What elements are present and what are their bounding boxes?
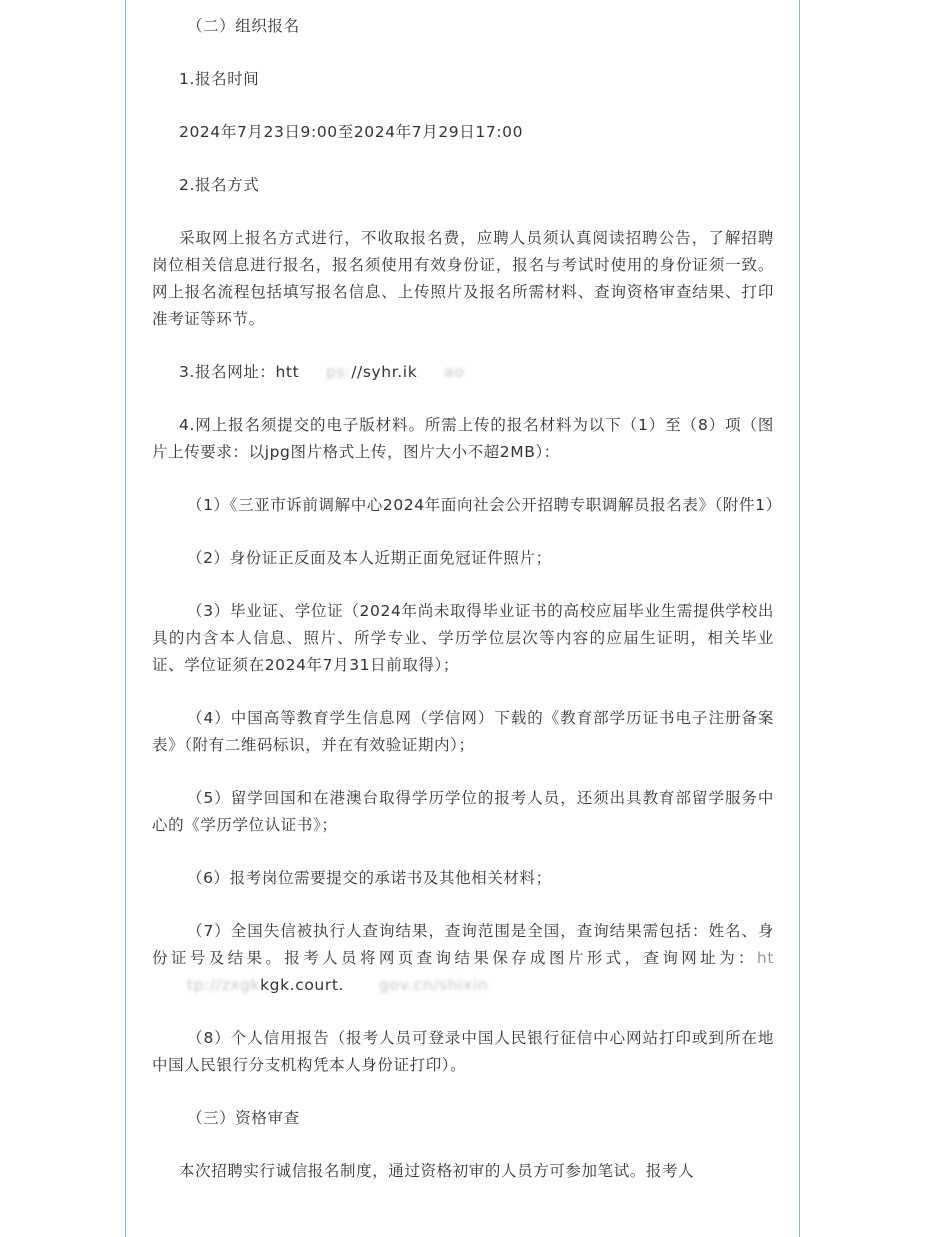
list-item	[152, 918, 774, 999]
list-item: （3）毕业证、学位证（2024年尚未取得毕业证书的高校应届毕业生需提供学校出具的内含本人信息、照片、所学专业、学历学位层次等内容的应届生证明，相关毕业证、学位证须在2024年7月31日前取得）；	[152, 602, 774, 674]
article-body	[152, 13, 782, 1211]
paragraph: 本次招聘实行诚信报名制度，通过资格初审的人员方可参加笔试。报考人	[179, 1162, 695, 1180]
list-item: （5）留学回国和在港澳台取得学历学位的报考人员，还须出具教育部留学服务中心的《学历学位认证书》；	[152, 789, 774, 834]
redacted-text: ao	[444, 363, 465, 381]
list-item: （1）《三亚市诉前调解中心2024年面向社会公开招聘专职调解员报名表》（附件1）	[187, 496, 782, 514]
paragraph: 4.网上报名须提交的电子版材料。所需上传的报名材料为以下（1）至（8）项（图片上传要求：以jpg图片格式上传，图片大小不超2MB）：	[152, 416, 774, 461]
list-item: （2）身份证正反面及本人近期正面免冠证件照片；	[187, 549, 552, 567]
list-item-text: （7）全国失信被执行人查询结果，查询范围是全国，查询结果需包括：姓名、身份证号及结果。报考人员将网页查询结果保存成图片形式，查询网址为：	[152, 922, 774, 967]
redacted-text: tp://zxgk	[187, 976, 261, 994]
section-heading: （二）组织报名	[187, 17, 300, 35]
paragraph: 2.报名方式	[179, 176, 260, 194]
paragraph: 2024年7月23日9:00至2024年7月29日17:00	[179, 123, 524, 141]
list-item: （4）中国高等教育学生信息网（学信网）下载的《教育部学历证书电子注册备案表》（附有二维码标识，并在有效验证期内）；	[152, 709, 774, 754]
query-url-link[interactable]: ht	[756, 949, 774, 967]
reg-url-paragraph	[152, 359, 774, 386]
list-item: （8）个人信用报告（报考人员可登录中国人民银行征信中心网站打印或到所在地中国人民银行分支机构凭本人身份证打印）。	[152, 1029, 774, 1074]
section-heading: （三）资格审查	[187, 1109, 300, 1127]
query-url-link[interactable]: kgk.court.	[260, 976, 345, 994]
paragraph: 采取网上报名方式进行，不收取报名费，应聘人员须认真阅读招聘公告，了解招聘岗位相关信息进行报名，报名须使用有效身份证，报名与考试时使用的身份证须一致。网上报名流程包括填写报名信息、上传照片及报名所需材料、查询资格审查结果、打印准考证等环节。	[152, 229, 774, 328]
redacted-text: ps:	[326, 363, 352, 381]
paragraph: 1.报名时间	[179, 70, 260, 88]
reg-url-label: 3.报名网址：	[179, 363, 276, 381]
reg-url-link[interactable]: htt	[275, 363, 300, 381]
list-item: （6）报考岗位需要提交的承诺书及其他相关材料；	[187, 869, 552, 887]
reg-url-link[interactable]: //syhr.ik	[351, 363, 418, 381]
redacted-text: gov.cn/shixin	[379, 976, 489, 994]
